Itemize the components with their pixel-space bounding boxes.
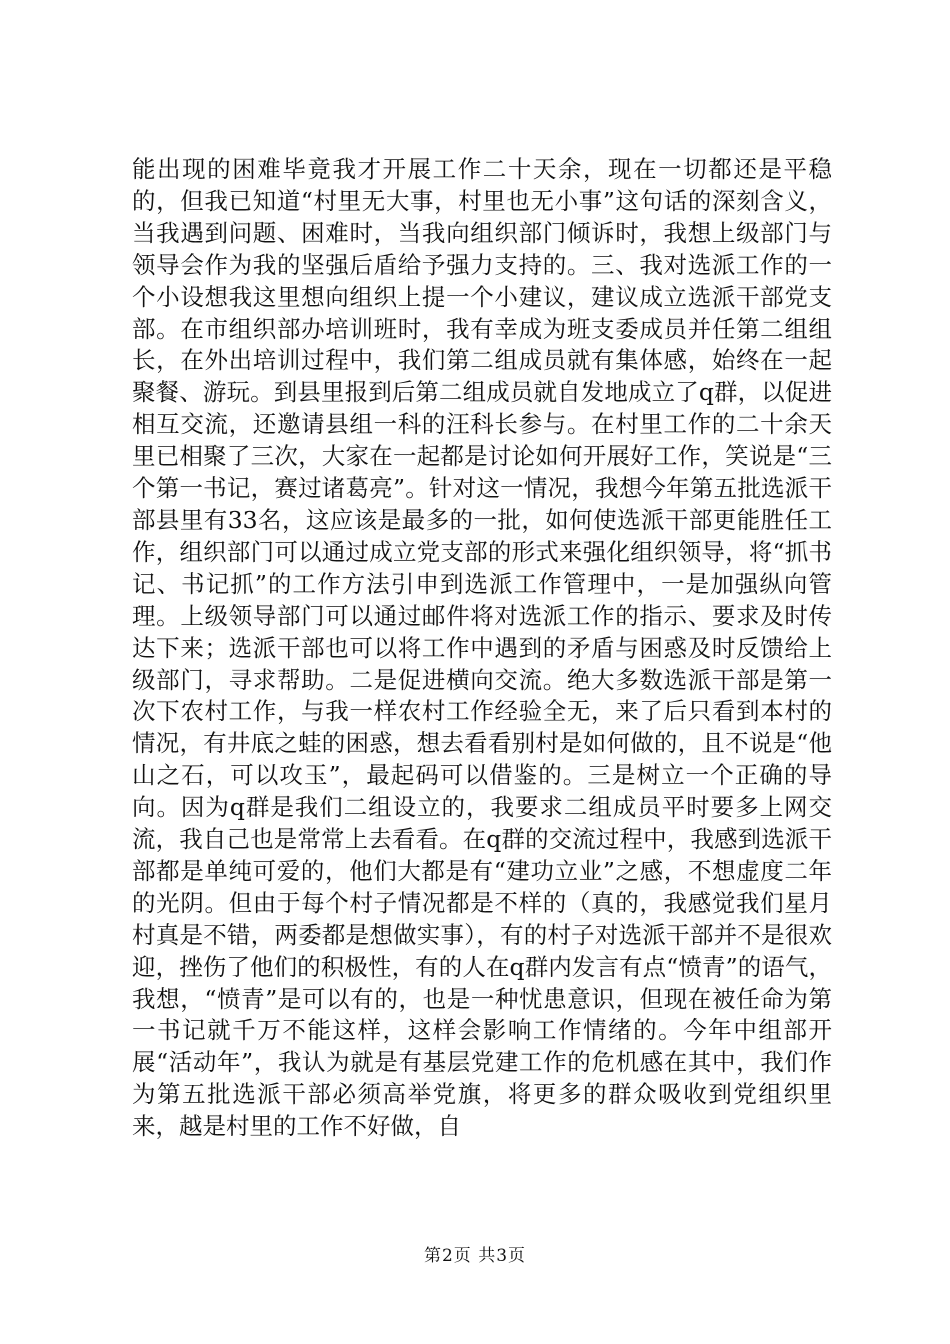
page-number-footer: 第2页 共3页 (423, 1246, 527, 1266)
body-paragraph: 能出现的困难毕竟我才开展工作二十天余，现在一切都还是平稳的，但我已知道“村里无大事，村里也无小事”这句话的深刻含义，当我遇到问题、困难时，当我向组织部门倾诉时，我想上级部门与领导会作为我的坚强后盾给予强力支持的。三、我对选派工作的一个小设想我这里想向组织上提一个小建议，建议成立选派干部党支部。在市组织部办培训班时，我有幸成为班支委成员并任第二组组长，在外出培训过程中，我们第二组成员就有集体感，始终在一起聚餐、游玩。到县里报到后第二组成员就自发地成立了q群，以促进相互交流，还邀请县组一科的汪科长参与。在村里工作的二十余天里已相聚了三次，大家在一起都是讨论如何开展好工作，笑说是“三个第一书记，赛过诸葛亮”。针对这一情况，我想今年第五批选派干部县里有33名，这应该是最多的一批，如何使选派干部更能胜任工作，组织部门可以通过成立党支部的形式来强化组织领导，将“抓书记、书记抓”的工作方法引申到选派工作管理中，一是加强纵向管理。上级领导部门可以通过邮件将对选派工作的指示、要求及时传达下来；选派干部也可以将工作中遇到的矛盾与困惑及时反馈给上级部门，寻求帮助。二是促进横向交流。绝大多数选派干部是第一次下农村工作，与我一样农村工作经验全无，来了后只看到本村的情况，有井底之蛙的困惑，想去看看别村是如何做的，且不说是“他山之石，可以攻玉”，最起码可以借鉴的。三是树立一个正确的导向。因为q群是我们二组设立的，我要求二组成员平时要多上网交流，我自己也是常常上去看看。在q群的交流过程中，我感到选派干部都是单纯可爱的，他们大都是有“建功立业”之感，不想虚度二年的光阴。但由于每个村子情况都是不样的（真的，我感觉我们星月村真是不错，两委都是想做实事），有的村子对选派干部并不是很欢迎，挫伤了他们的积极性，有的人在q群内发言有点“愤青”的语气，我想，“愤青”是可以有的，也是一种忧患意识，但现在被任命为第一书记就千万不能这样，这样会影响工作情绪的。今年中组部开展“活动年”，我认为就是有基层党建工作的危机感在其中，我们作为第五批选派干部必须高举党旗，将更多的群众吸收到党组织里来，越是村里的工作不好做，自 (132, 155, 832, 1141)
